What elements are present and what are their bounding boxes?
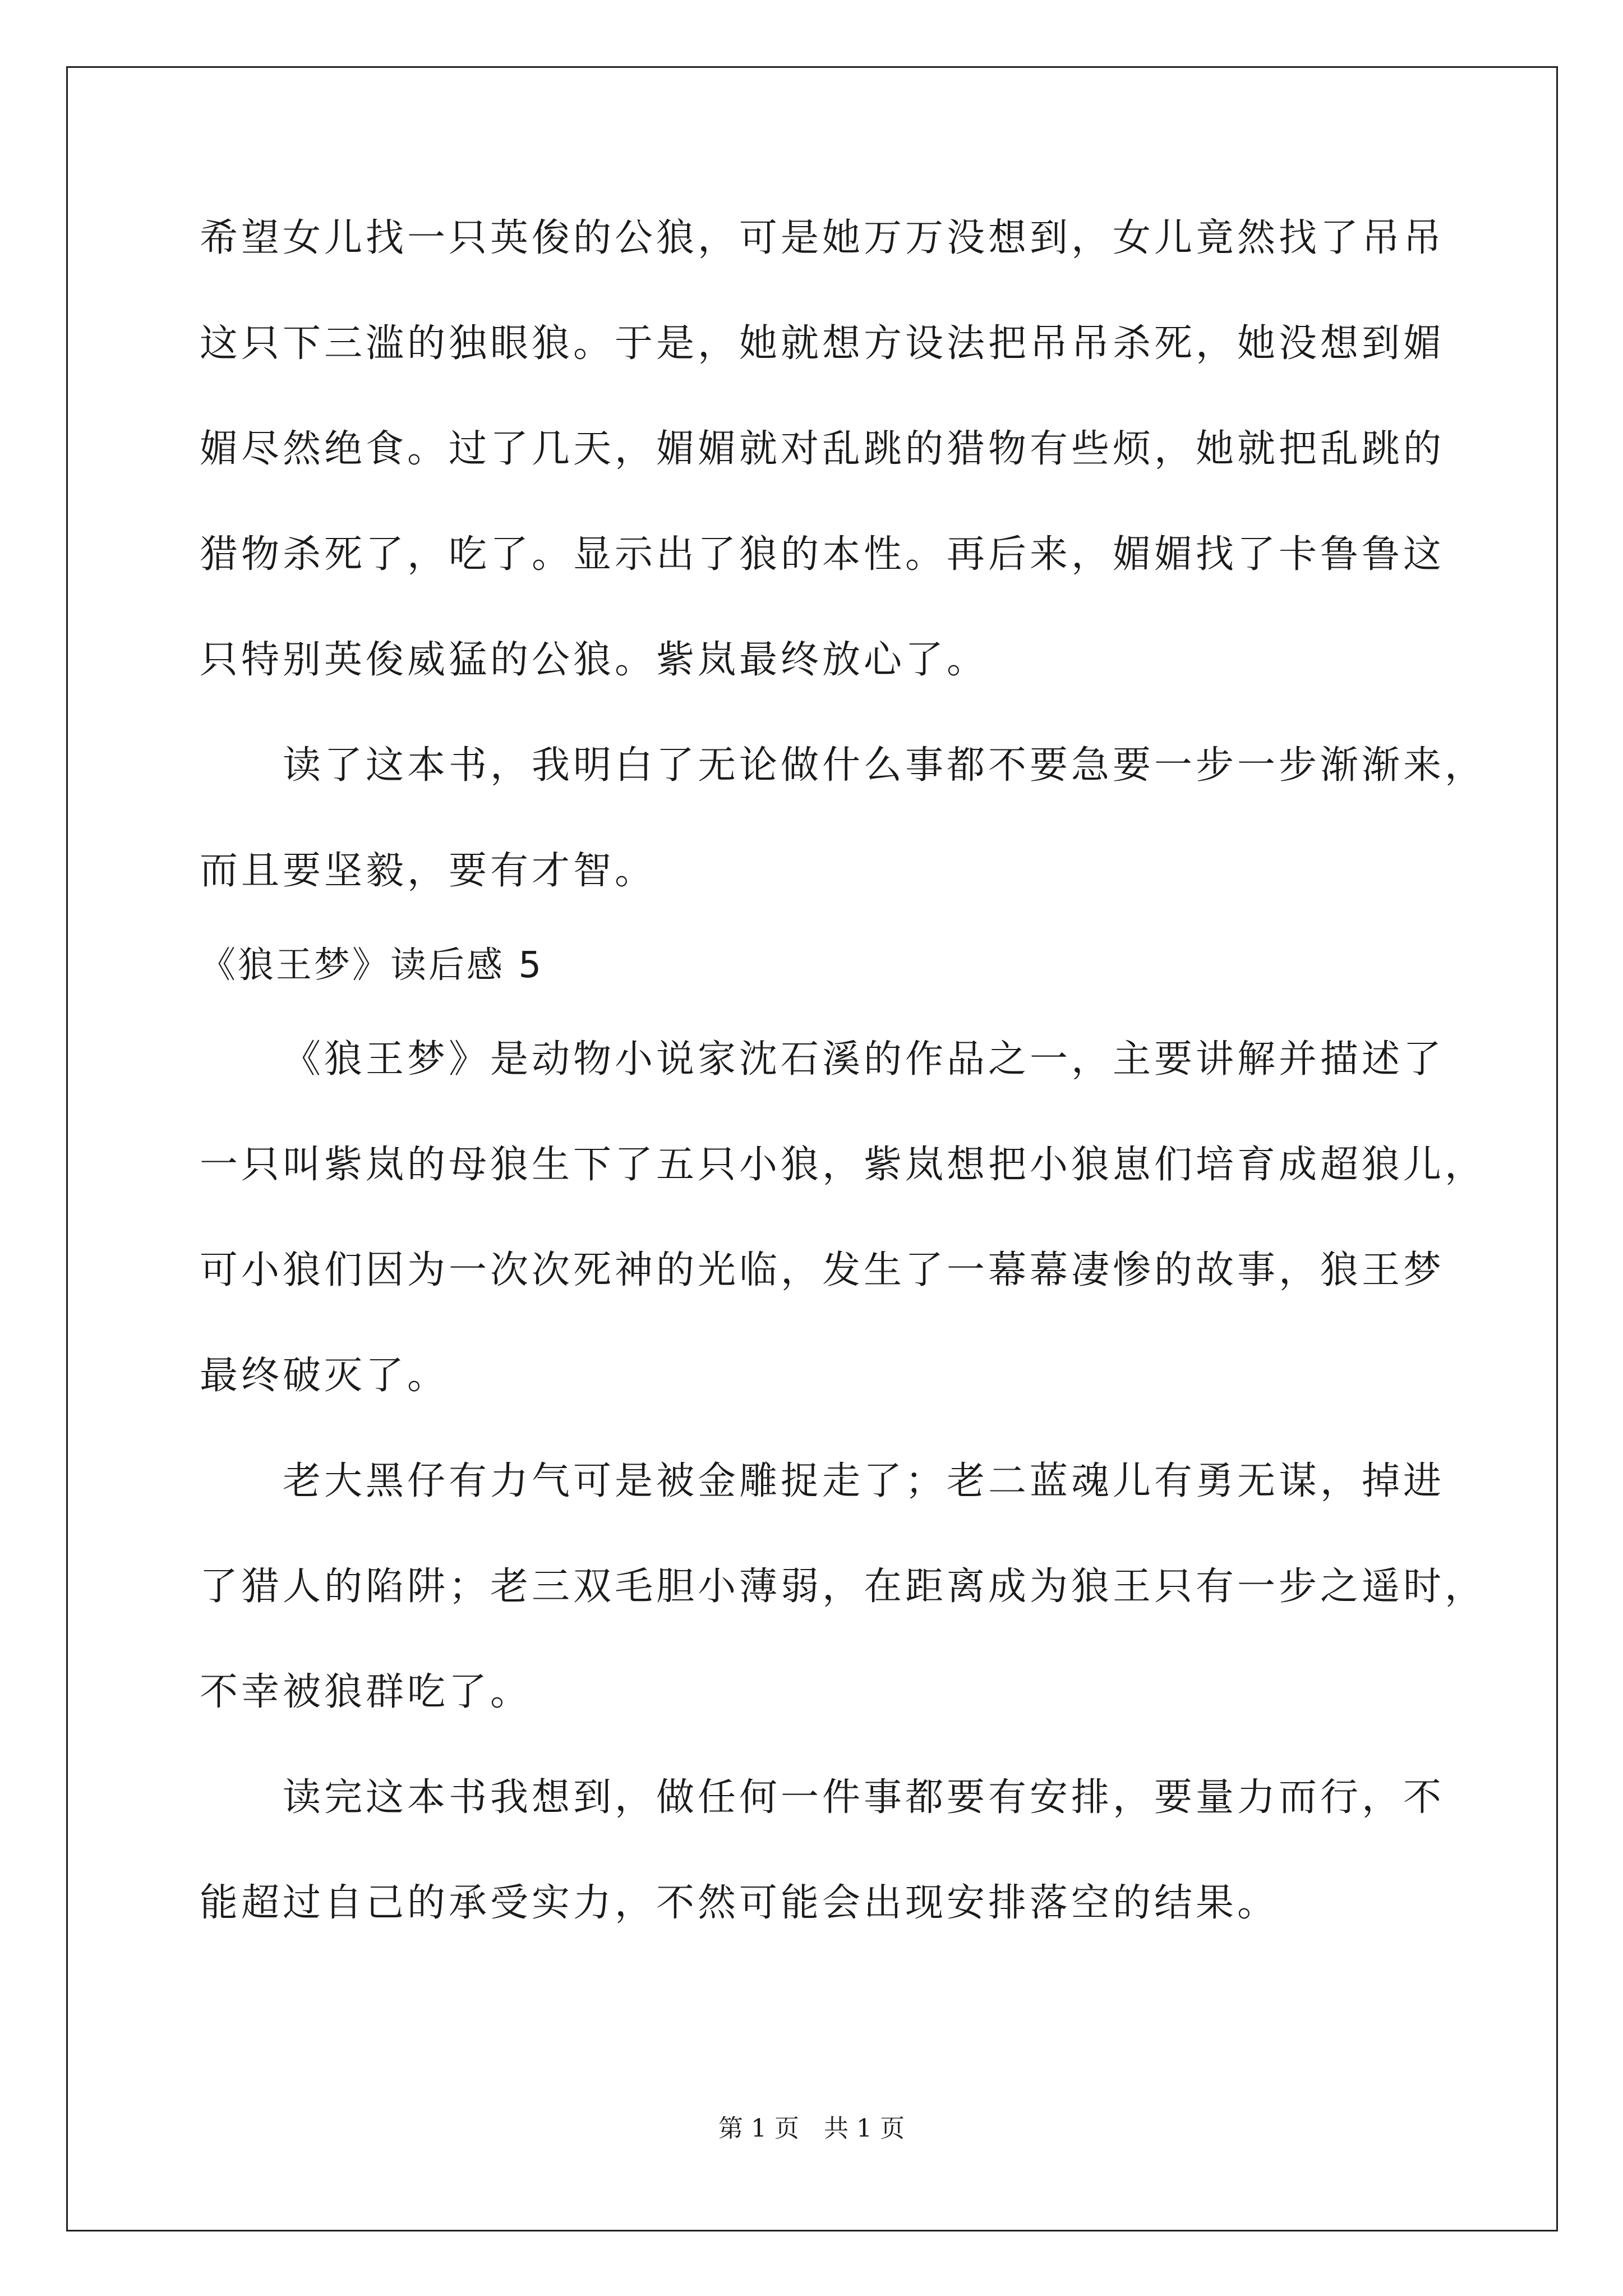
paragraph-line: 这只下三滥的独眼狼。于是，她就想方设法把吊吊杀死，她没想到媚: [200, 321, 1445, 366]
paragraph-line: 了猎人的陷阱；老三双毛胆小薄弱，在距离成为狼王只有一步之遥时，: [200, 1565, 1487, 1609]
paragraph-line: 希望女儿找一只英俊的公狼，可是她万万没想到，女儿竟然找了吊吊: [200, 216, 1445, 260]
paragraph-line: 而且要坚毅，要有才智。: [200, 849, 657, 893]
paragraph-line: 猎物杀死了，吃了。显示出了狼的本性。再后来，媚媚找了卡鲁鲁这: [200, 532, 1445, 577]
paragraph-line: 读完这本书我想到，做任何一件事都要有安排，要量力而行，不: [283, 1775, 1445, 1820]
paragraph-line: 一只叫紫岚的母狼生下了五只小狼，紫岚想把小狼崽们培育成超狼儿，: [200, 1143, 1487, 1187]
page-number-footer: 第 1 页 共 1 页: [718, 2114, 905, 2143]
paragraph-line: 读了这本书，我明白了无论做什么事都不要急要一步一步渐渐来，: [283, 743, 1487, 788]
paragraph-line: 《狼王梦》是动物小说家沈石溪的作品之一，主要讲解并描述了: [283, 1037, 1445, 1082]
paragraph-line: 媚尽然绝食。过了几天，媚媚就对乱跳的猎物有些烦，她就把乱跳的: [200, 427, 1445, 471]
paragraph-line: 只特别英俊威猛的公狼。紫岚最终放心了。: [200, 638, 989, 682]
section-heading: 《狼王梦》读后感 5: [200, 945, 544, 986]
paragraph-line: 不幸被狼群吃了。: [200, 1670, 532, 1714]
paragraph-line: 能超过自己的承受实力，不然可能会出现安排落空的结果。: [200, 1881, 1279, 1925]
paragraph-line: 老大黑仔有力气可是被金雕捉走了；老二蓝魂儿有勇无谋，掉进: [283, 1459, 1445, 1503]
paragraph-line: 最终破灭了。: [200, 1354, 449, 1398]
paragraph-line: 可小狼们因为一次次死神的光临，发生了一幕幕凄惨的故事，狼王梦: [200, 1248, 1445, 1292]
